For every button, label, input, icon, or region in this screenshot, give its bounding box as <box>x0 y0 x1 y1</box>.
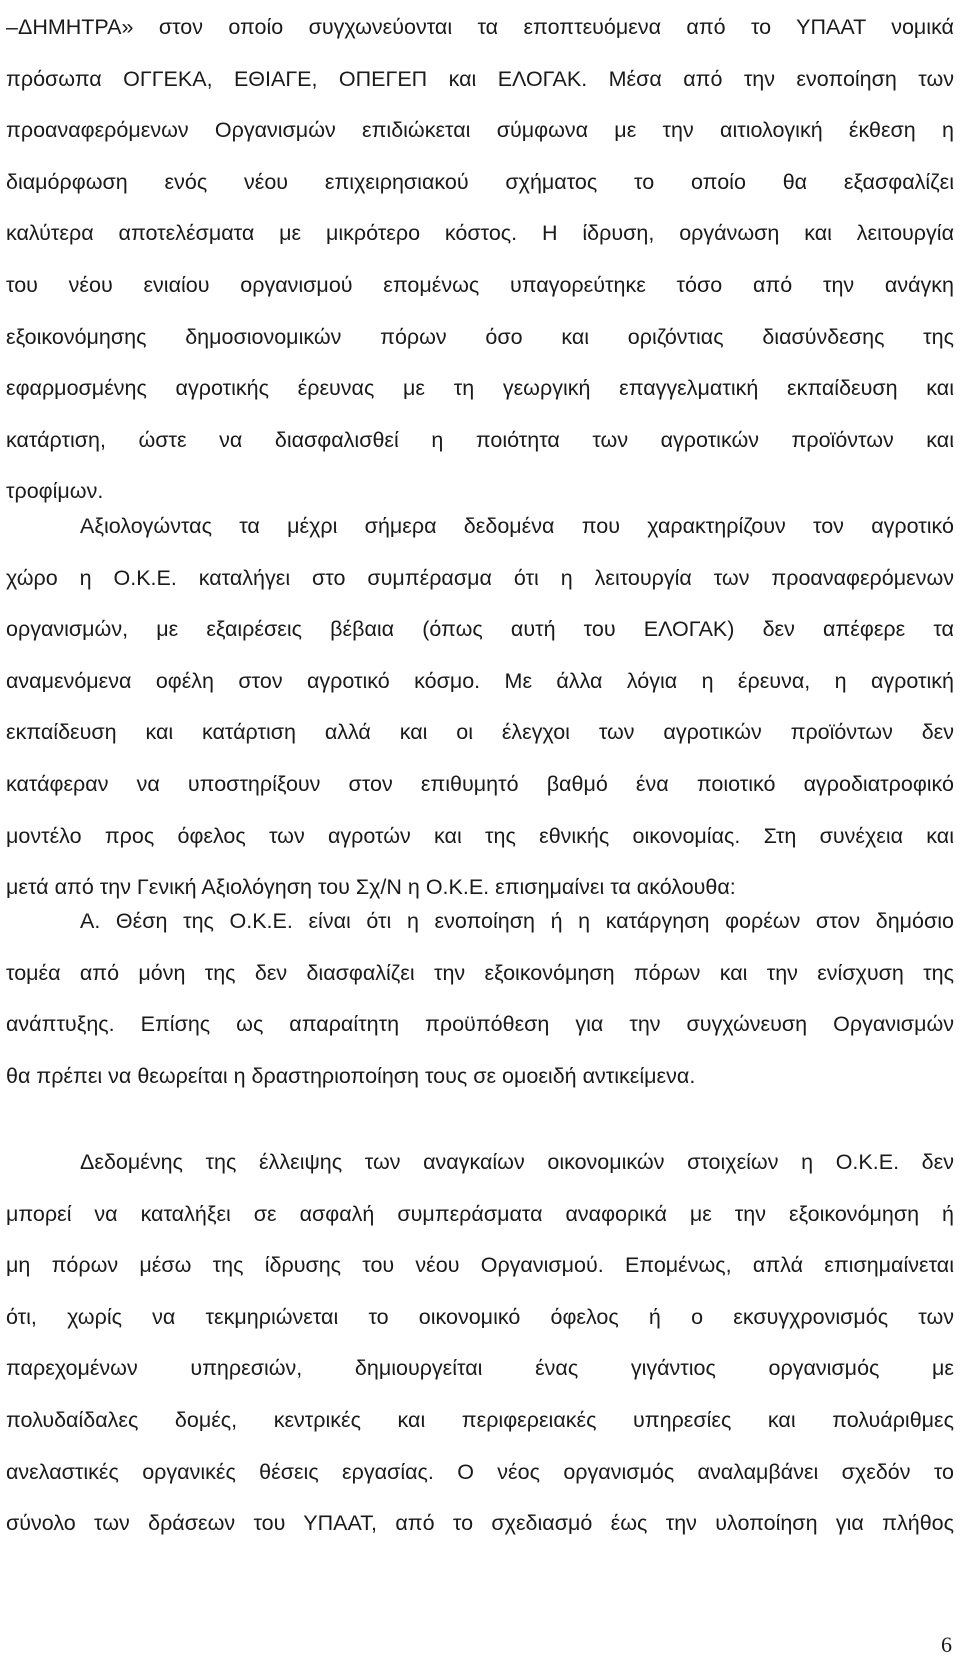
text-line: μη πόρων μέσω της ίδρυσης του νέου Οργανισμού. Επομένως, απλά επισημαίνεται <box>6 1253 954 1278</box>
text-line: μπορεί να καταλήξει σε ασφαλή συμπεράσματα αναφορικά με την εξοικονόμηση ή <box>6 1201 954 1226</box>
paragraph-3 <box>6 896 954 1102</box>
paragraph-1 <box>6 2 954 518</box>
text-line: του νέου ενιαίου οργανισμού επομένως υπαγορεύτηκε τόσο από την ανάγκη <box>6 272 954 297</box>
text-line: χώρο η Ο.Κ.Ε. καταλήγει στο συμπέρασμα ότι η λειτουργία των προαναφερόμενων <box>6 565 954 590</box>
text-line: εφαρμοσμένης αγροτικής έρευνας με τη γεωργική επαγγελματική εκπαίδευση και <box>6 376 954 401</box>
text-line: θα πρέπει να θεωρείται η δραστηριοποίηση τους σε ομοειδή αντικείμενα. <box>6 1063 696 1088</box>
text-line: καλύτερα αποτελέσματα με μικρότερο κόστος. Η ίδρυση, οργάνωση και λειτουργία <box>6 221 954 246</box>
text-line: αναμενόμενα οφέλη στον αγροτικό κόσμο. Με άλλα λόγια η έρευνα, η αγροτική <box>6 668 954 693</box>
text-line: παρεχομένων υπηρεσιών, δημιουργείται ένας γιγάντιος οργανισμός με <box>6 1356 954 1381</box>
paragraph-2 <box>6 501 954 914</box>
text-line: εκπαίδευση και κατάρτιση αλλά και οι έλεγχοι των αγροτικών προϊόντων δεν <box>6 720 954 745</box>
text-line: σύνολο των δράσεων του ΥΠΑΑΤ, από το σχεδιασμό έως την υλοποίηση για πλήθος <box>6 1511 954 1536</box>
text-line: τροφίμων. <box>6 479 104 504</box>
text-line: κατάρτιση, ώστε να διασφαλισθεί η ποιότητα των αγροτικών προϊόντων και <box>6 427 954 452</box>
text-line: προαναφερόμενων Οργανισμών επιδιώκεται σύμφωνα με την αιτιολογική έκθεση η <box>6 118 954 143</box>
text-line: ότι, χωρίς να τεκμηριώνεται το οικονομικό όφελος ή ο εκσυγχρονισμός των <box>6 1304 954 1329</box>
text-line: ανάπτυξης. Επίσης ως απαραίτητη προϋπόθεση για την συγχώνευση Οργανισμών <box>6 1012 954 1037</box>
text-line: Α. Θέση της Ο.Κ.Ε. είναι ότι η ενοποίηση ή η κατάργηση φορέων στον δημόσιο <box>80 909 954 933</box>
text-line: τομέα από μόνη της δεν διασφαλίζει την εξοικονόμηση πόρων και την ενίσχυση της <box>6 960 954 985</box>
text-line: εξοικονόμησης δημοσιονομικών πόρων όσο και οριζόντιας διασύνδεσης της <box>6 324 954 349</box>
text-line: πολυδαίδαλες δομές, κεντρικές και περιφερειακές υπηρεσίες και πολυάριθμες <box>6 1407 954 1432</box>
text-line: οργανισμών, με εξαιρέσεις βέβαια (όπως αυτή του ΕΛΟΓΑΚ) δεν απέφερε τα <box>6 617 954 642</box>
text-line: –ΔΗΜΗΤΡΑ» στον οποίο συγχωνεύονται τα εποπτευόμενα από το ΥΠΑΑΤ νομικά <box>6 15 954 39</box>
text-line: μετά από την Γενική Αξιολόγηση του Σχ/Ν η Ο.Κ.Ε. επισημαίνει τα ακόλουθα: <box>6 875 736 900</box>
text-line: μοντέλο προς όφελος των αγροτών και της εθνικής οικονομίας. Στη συνέχεια και <box>6 823 954 848</box>
text-line: Δεδομένης της έλλειψης των αναγκαίων οικονομικών στοιχείων η Ο.Κ.Ε. δεν <box>80 1150 954 1174</box>
paragraph-4 <box>6 1137 954 1550</box>
text-line: πρόσωπα ΟΓΓΕΚΑ, ΕΘΙΑΓΕ, ΟΠΕΓΕΠ και ΕΛΟΓΑΚ. Μέσα από την ενοποίηση των <box>6 66 954 91</box>
text-line: κατάφεραν να υποστηρίξουν στον επιθυμητό βαθμό ένα ποιοτικό αγροδιατροφικό <box>6 771 954 796</box>
text-line: ανελαστικές οργανικές θέσεις εργασίας. Ο νέος οργανισμός αναλαμβάνει σχεδόν το <box>6 1459 954 1484</box>
text-line: Αξιολογώντας τα μέχρι σήμερα δεδομένα που χαρακτηρίζουν τον αγροτικό <box>80 514 954 538</box>
text-line: διαμόρφωση ενός νέου επιχειρησιακού σχήματος το οποίο θα εξασφαλίζει <box>6 169 954 194</box>
page-number: 6 <box>941 1632 952 1657</box>
